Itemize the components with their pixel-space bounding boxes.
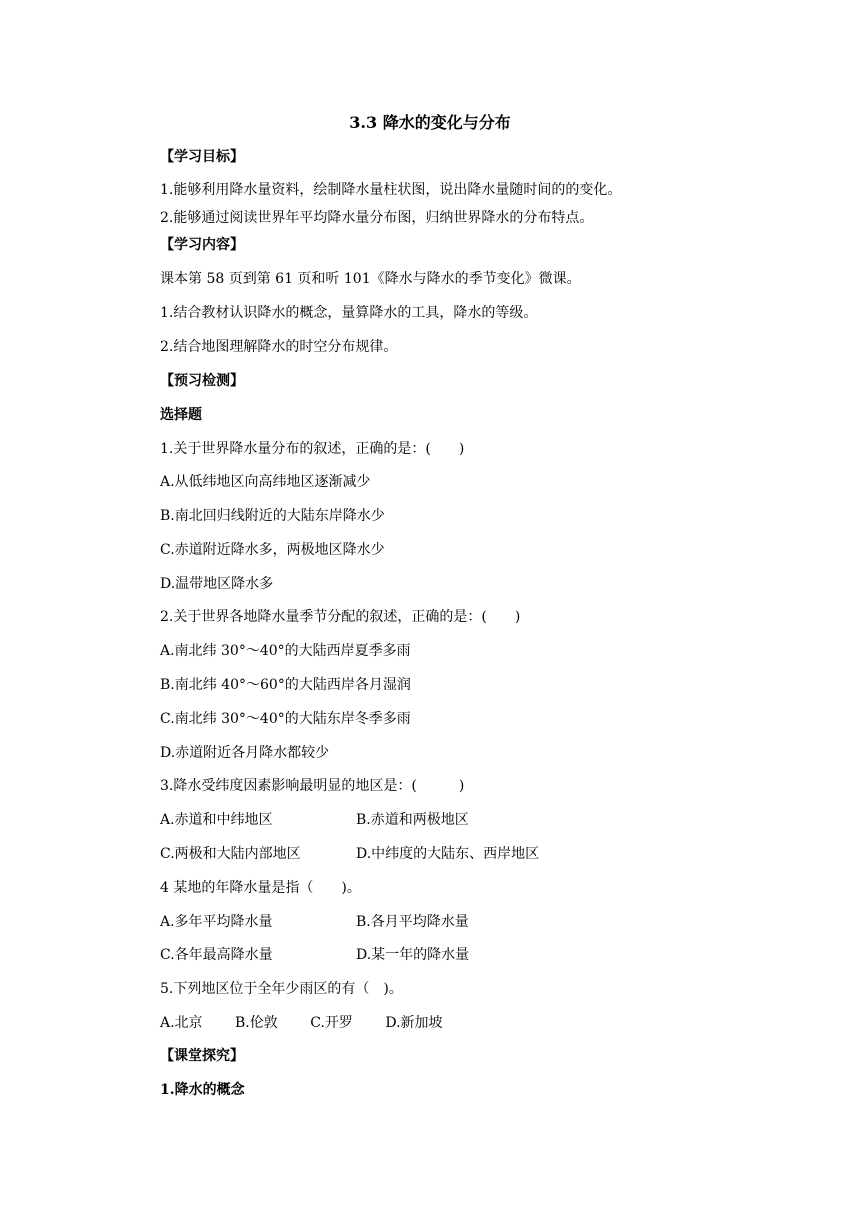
- preview-heading: 【预习检测】: [160, 373, 244, 389]
- question-5-option-c: C.开罗: [310, 1015, 353, 1031]
- question-3-option-d: D.中纬度的大陆东、西岸地区: [356, 846, 540, 862]
- question-1-option-c: C.赤道附近降水多，两极地区降水少: [160, 542, 385, 558]
- question-2-option-a: A.南北纬 30°～40°的大陆西岸夏季多雨: [160, 643, 411, 659]
- question-3-options-row-1: [160, 811, 469, 829]
- question-3-option-a: A.赤道和中纬地区: [160, 812, 273, 828]
- content-heading: 【学习内容】: [160, 237, 244, 253]
- question-1-option-a: A.从低纬地区向高纬地区逐渐减少: [160, 474, 371, 490]
- question-5-option-a: A.北京: [160, 1015, 203, 1031]
- question-4-option-b: B.各月平均降水量: [356, 914, 469, 930]
- question-5-option-d: D.新加坡: [385, 1015, 443, 1031]
- question-3-stem: 3.降水受纬度因素影响最明显的地区是：( ): [160, 778, 465, 794]
- goals-heading: 【学习目标】: [160, 149, 244, 165]
- choice-subheading: 选择题: [160, 407, 202, 423]
- goal-item: 1.能够利用降水量资料，绘制降水量柱状图，说出降水量随时间的的变化。: [160, 182, 622, 198]
- question-1-stem: 1.关于世界降水量分布的叙述，正确的是：( ): [160, 441, 465, 457]
- question-3-option-c: C.两极和大陆内部地区: [160, 846, 301, 862]
- question-4-option-c: C.各年最高降水量: [160, 947, 273, 963]
- question-3-options-row-2: [160, 845, 540, 863]
- question-5-stem: 5.下列地区位于全年少雨区的有（ )。: [160, 981, 403, 997]
- question-4-options-row-1: [160, 913, 469, 931]
- classroom-heading: 【课堂探究】: [160, 1048, 244, 1064]
- question-1-option-b: B.南北回归线附近的大陆东岸降水少: [160, 508, 385, 524]
- question-2-option-b: B.南北纬 40°～60°的大陆西岸各月湿润: [160, 677, 411, 693]
- question-4-stem: 4 某地的年降水量是指（ )。: [160, 880, 361, 896]
- content-item: 1.结合教材认识降水的概念，量算降水的工具，降水的等级。: [160, 305, 538, 321]
- question-5-option-b: B.伦敦: [235, 1015, 278, 1031]
- question-4-option-d: D.某一年的降水量: [356, 947, 470, 963]
- question-1-option-d: D.温带地区降水多: [160, 576, 274, 592]
- content-item: 2.结合地图理解降水的时空分布规律。: [160, 339, 398, 355]
- question-2-option-c: C.南北纬 30°～40°的大陆东岸冬季多雨: [160, 711, 411, 727]
- question-5-options: [160, 1014, 471, 1032]
- question-3-option-b: B.赤道和两极地区: [356, 812, 469, 828]
- content-item: 课本第 58 页到第 61 页和听 101《降水与降水的季节变化》微课。: [160, 271, 581, 287]
- question-4-option-a: A.多年平均降水量: [160, 914, 273, 930]
- question-2-stem: 2.关于世界各地降水量季节分配的叙述，正确的是：( ): [160, 609, 521, 625]
- page-title: 3.3 降水的变化与分布: [349, 113, 511, 132]
- question-2-option-d: D.赤道附近各月降水都较少: [160, 745, 330, 761]
- question-4-options-row-2: [160, 946, 470, 964]
- section-1-heading: 1.降水的概念: [160, 1082, 245, 1098]
- goal-item: 2.能够通过阅读世界年平均降水量分布图，归纳世界降水的分布特点。: [160, 210, 594, 226]
